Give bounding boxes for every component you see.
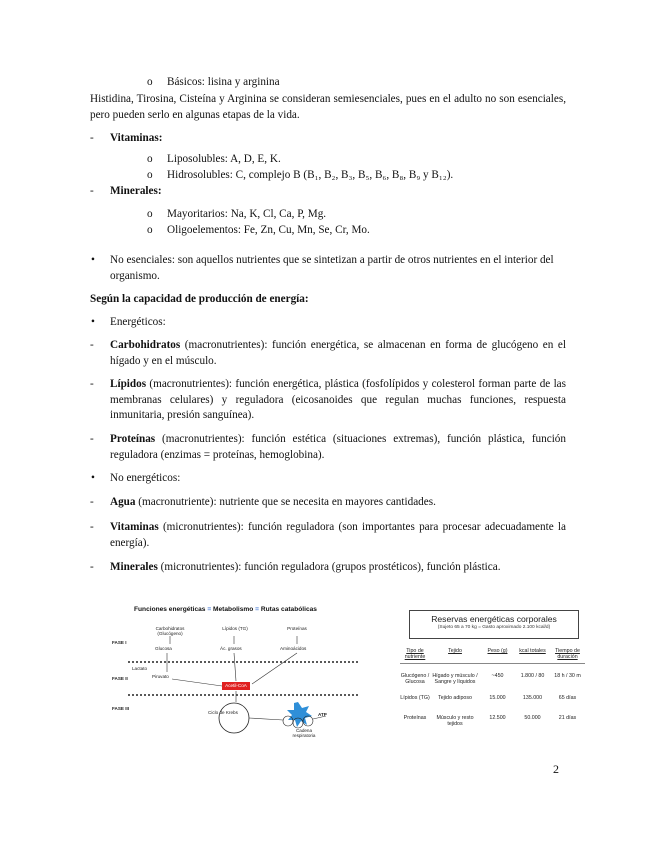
metabolism-figure [112, 606, 362, 740]
piruvato-label: Piruvato [152, 674, 169, 679]
table-cell: 1.800 / 80 [520, 672, 545, 679]
table-cell: Lípidos (TG) [400, 694, 430, 701]
reserves-table [400, 648, 585, 728]
vitaminas-term: Vitaminas [110, 521, 159, 533]
lipidos-term: Lípidos [110, 378, 147, 390]
dot-bullet: • [91, 254, 95, 266]
proteinas-term: Proteínas [110, 433, 156, 445]
arrow [234, 653, 236, 681]
vitaminas-item [110, 520, 566, 551]
title-rutas: Rutas catabólicas [260, 606, 317, 613]
acidos-grasos-label: Ác. grasos [220, 646, 242, 651]
star-burst [287, 702, 312, 727]
dot-bullet: • [91, 316, 95, 328]
atp-label: ATP [318, 712, 327, 717]
dash-bullet: - [90, 521, 94, 533]
circle-bullet: o [147, 169, 153, 181]
glucosa-label: Glucosa [155, 646, 172, 651]
dash-bullet: - [90, 132, 94, 144]
page-number: 2 [553, 762, 559, 776]
table-cell: ~450 [491, 672, 504, 679]
arrow [172, 679, 222, 686]
minerales-item [110, 560, 566, 576]
dash-bullet: - [90, 433, 94, 445]
table-cell: 135.000 [522, 694, 543, 701]
vitaminas-text: (micronutrientes): función reguladora (son importantes para procesar adecuadamente la energía). [110, 521, 566, 549]
carbohidratos-term: Carbohidratos [110, 339, 181, 351]
table-row [400, 695, 585, 701]
title-funciones: Funciones energéticas [134, 606, 206, 613]
table-cell: Músculo y resto tejidos [436, 715, 474, 728]
liposolubles-line: Liposolubles: A, D, E, K. [167, 153, 281, 165]
table-row [400, 715, 585, 728]
fase-3-label: FASE III [112, 706, 130, 711]
header-cell: Tipo de nutriente [404, 648, 426, 661]
circle-bullet: o [147, 224, 153, 236]
table-cell: 12.500 [489, 715, 506, 722]
header-cell: Tiempo de duración [555, 648, 580, 661]
lipidos-text: (macronutrientes): función energética, plástica (fosfolípidos y colesterol forman parte de las membranas celulares) y reguladora (eicosanoides que regulan muchas funciones, respuesta inmunitaria, presión sanguínea). [110, 378, 566, 421]
vitaminas-heading: Vitaminas: [110, 132, 163, 144]
dot-bullet: • [91, 472, 95, 484]
table-cell: 50.000 [524, 715, 541, 722]
fase-1-label: FASE I [112, 640, 127, 645]
header-cell: kcal totales [519, 648, 546, 654]
aminoacidos-label: Aminoácidos [280, 646, 307, 651]
krebs-cycle-circle [219, 703, 249, 733]
no-esenciales-line: No esenciales: son aquellos nutrientes que se sintetizan a partir de otros nutrientes en el interior del organismo. [110, 254, 554, 282]
hidrosolubles-line: Hidrosolubles: C, complejo B (B₁, B₂, B₃, B₅, B₆, B₈, B₉ y B₁₂). [167, 169, 454, 181]
reserves-title: Reservas energéticas corporales [431, 614, 557, 624]
basicos-line: Básicos: lisina y arginina [167, 76, 280, 88]
reserves-header-row [400, 648, 585, 664]
table-cell: Proteínas [403, 715, 427, 722]
cadena-label: Cadena respiratoria [292, 728, 316, 739]
table-cell: 15.000 [489, 694, 506, 701]
metabolism-arrows [112, 606, 362, 740]
minerales-heading: Minerales: [110, 185, 162, 197]
lactato-label: Lactato [132, 666, 148, 671]
proteinas-source: Proteínas [287, 626, 307, 631]
minerales-text: (micronutrientes): función reguladora (grupos prostéticos), función plástica. [157, 561, 501, 573]
dash-bullet: - [90, 496, 94, 508]
agua-item [110, 495, 566, 511]
chain-circle [283, 716, 293, 726]
energia-heading: Según la capacidad de producción de energía: [90, 293, 309, 305]
fase-2-label: FASE II [112, 676, 128, 681]
carbohidratos-source: Carbohidratos (Glucógeno) [155, 626, 185, 637]
circle-bullet: o [147, 208, 153, 220]
energeticos-line: Energéticos: [110, 316, 166, 328]
table-cell: Glucógeno / Glucosa [400, 672, 430, 686]
header-cell: Peso (g) [487, 648, 508, 654]
lipidos-source: Lípidos (TG) [222, 626, 248, 631]
title-equals: = [255, 606, 260, 613]
table-cell: Hígado y músculo / Sangre y líquidos [432, 672, 478, 686]
dash-bullet: - [90, 339, 94, 351]
arrow [252, 653, 297, 684]
carbohidratos-text: (macronutrientes): función energética, se almacenan en forma de glucógeno en el hígado y en el músculo. [110, 339, 566, 367]
carbohidratos-item [110, 338, 566, 369]
lipidos-item [110, 377, 566, 424]
dash-bullet: - [90, 561, 94, 573]
table-cell: 21 días [558, 715, 577, 722]
dash-bullet: - [90, 378, 94, 390]
table-cell: Tejido adiposo [438, 694, 472, 701]
minerales-term: Minerales [110, 561, 158, 573]
semiesenciales-paragraph: Histidina, Tirosina, Cisteína y Arginina se consideran semiesenciales, pues en el adulto no son esenciales, pero pueden serlo en algunas etapas de la vida. [90, 93, 566, 121]
reserves-title-box [409, 610, 579, 639]
table-cell: 18 h / 30 m [554, 672, 581, 679]
agua-text: (macronutriente): nutriente que se necesita en mayores cantidades. [135, 496, 436, 508]
proteinas-text: (macronutrientes): función estética (situaciones extremas), función plástica, función reguladora (enzimas = proteínas, hemoglobina). [110, 433, 566, 461]
circle-bullet: o [147, 153, 153, 165]
title-equals: = [207, 606, 212, 613]
dash-bullet: - [90, 185, 94, 197]
krebs-label: Ciclo de Krebs [208, 710, 238, 715]
no-energeticos-line: No energéticos: [110, 472, 181, 484]
table-row [400, 673, 585, 686]
arrow [313, 716, 326, 719]
proteinas-item [110, 432, 566, 463]
circle-bullet: o [147, 76, 153, 88]
title-metabolismo: Metabolismo [213, 606, 254, 613]
reserves-subtitle: (Sujeto 65 a 70 kg = Gasto aproximado 2.100 kcal/d) [437, 625, 551, 630]
header-cell: Tejido [448, 648, 462, 654]
oligoelementos-line: Oligoelementos: Fe, Zn, Cu, Mn, Se, Cr, Mo. [167, 224, 370, 236]
agua-term: Agua [110, 496, 136, 508]
mayoritarios-line: Mayoritarios: Na, K, Cl, Ca, P, Mg. [167, 208, 327, 220]
acetil-coa-box: Acetil-CoA [222, 682, 250, 690]
table-cell: 65 días [558, 694, 577, 701]
arrow [249, 718, 283, 720]
